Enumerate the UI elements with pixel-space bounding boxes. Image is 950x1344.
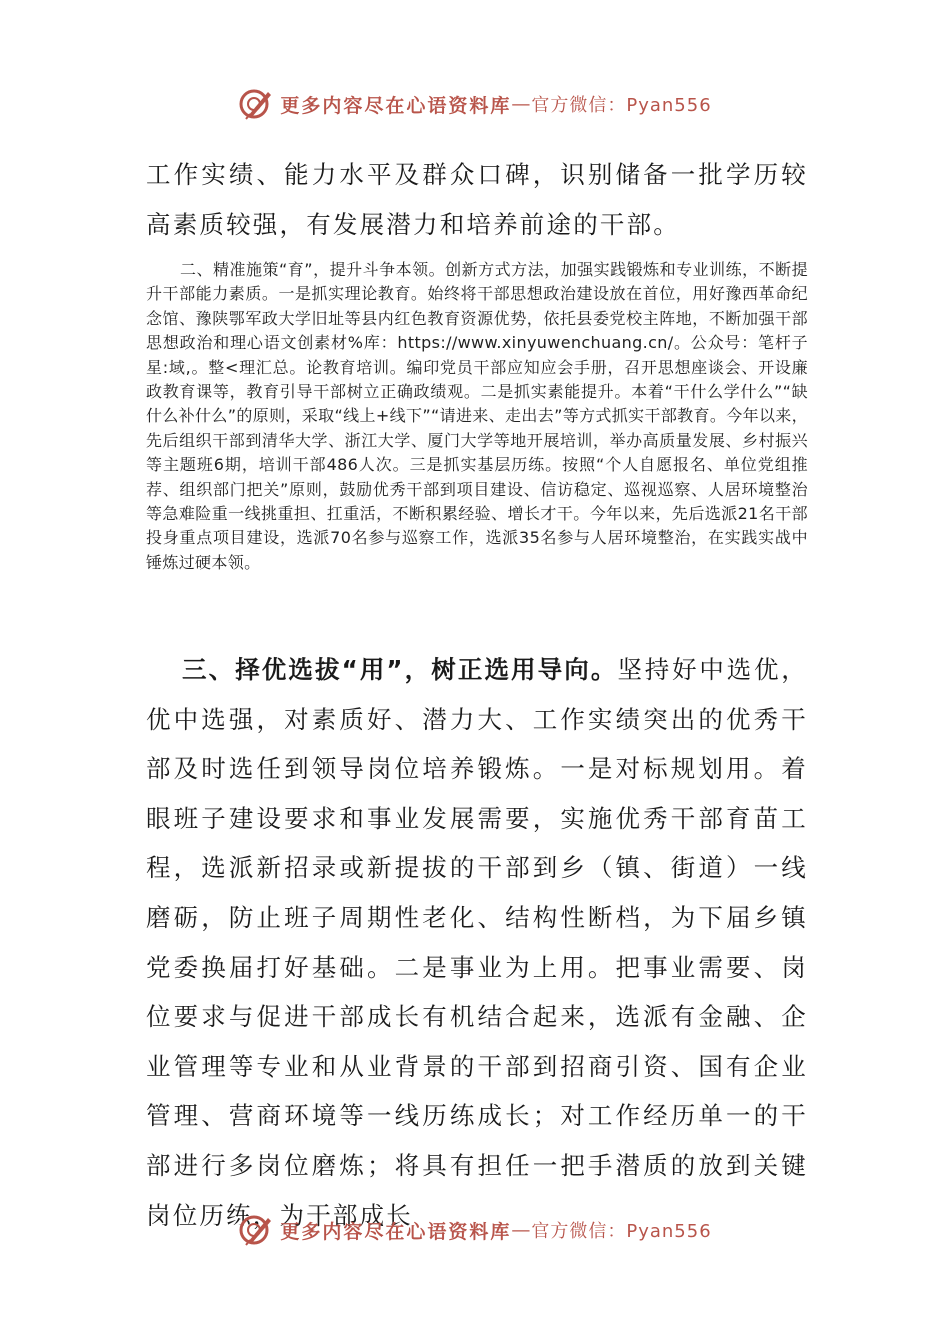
section-three-body: 坚持好中选优，优中选强，对素质好、潜力大、工作实绩突出的优秀干部及时选任到领导岗位培养锻炼。一是对标规划用。着眼班子建设要求和事业发展需要，实施优秀干部育苗工程，选派新招录或新提拔的干部到乡（镇、街道）一线磨砺，防止班子周期性老化、结构性断档，为下届乡镇党委换届打好基础。二是事业为上用。把事业需要、岗位要求与促进干部成长有机结合起来，选派有金融、企业管理等专业和从业背景的干部到招商引资、国有企业管理、营商环境等一线历练成长；对工作经历单一的干部进行多岗位磨炼；将具有担任一把手潜质的放到关键岗位历练，为干部成长 (146, 655, 809, 1230)
banner-wechat-text: 官方微信：Pyan556 (531, 1221, 712, 1242)
banner-brand-text: 更多内容尽在心语资料库 (280, 1220, 512, 1243)
banner-dash: — (511, 1219, 532, 1241)
quill-logo-icon (238, 1212, 274, 1248)
banner-brand-text: 更多内容尽在心语资料库 (280, 94, 512, 117)
section-two-paragraph: 二、精准施策“育”，提升斗争本领。创新方式方法，加强实践锻炼和专业训练，不断提升干部能力素质。一是抓实理论教育。始终将干部思想政治建设放在首位，用好豫西革命纪念馆、豫陕鄂军政大学旧址等县内红色教育资源优势，依托县委党校主阵地，不断加强干部思想政治和理心语文创素材%库：https://www.xinyuwenchuang.cn/。公众号：笔杆子星:域,。整<理汇总。论教育培训。编印党员干部应知应会手册，召开思想座谈会、开设廉政教育课等，教育引导干部树立正确政绩观。二是抓实素能提升。本着“干什么学什么”“缺什么补什么”的原则，采取“线上+线下”“请进来、走出去”等方式抓实干部教育。今年以来，先后组织干部到清华大学、浙江大学、厦门大学等地开展培训，举办高质量发展、乡村振兴等主题班6期，培训干部486人次。三是抓实基层历练。按照“个人自愿报名、单位党组推荐、组织部门把关”原则，鼓励优秀干部到项目建设、信访稳定、巡视巡察、人居环境整治等急难险重一线挑重担、扛重活，不断积累经验、增长才干。今年以来，先后选派21名干部投身重点项目建设，选派70名参与巡察工作，选派35名参与人居环境整治，在实践实战中锤炼过硬本领。 (146, 260, 808, 572)
continuation-paragraph: 工作实绩、能力水平及群众口碑，识别储备一批学历较高素质较强，有发展潜力和培养前途的干部。 (146, 160, 808, 239)
section-three-paragraph (146, 645, 808, 1240)
banner-dash: — (511, 93, 532, 115)
section-three-heading: 三、择优选拔“用”，树正选用导向。 (182, 655, 618, 684)
footer-banner (0, 1208, 950, 1252)
quill-logo-icon (238, 86, 274, 122)
header-banner (0, 82, 950, 126)
banner-wechat-text: 官方微信：Pyan556 (531, 95, 712, 116)
